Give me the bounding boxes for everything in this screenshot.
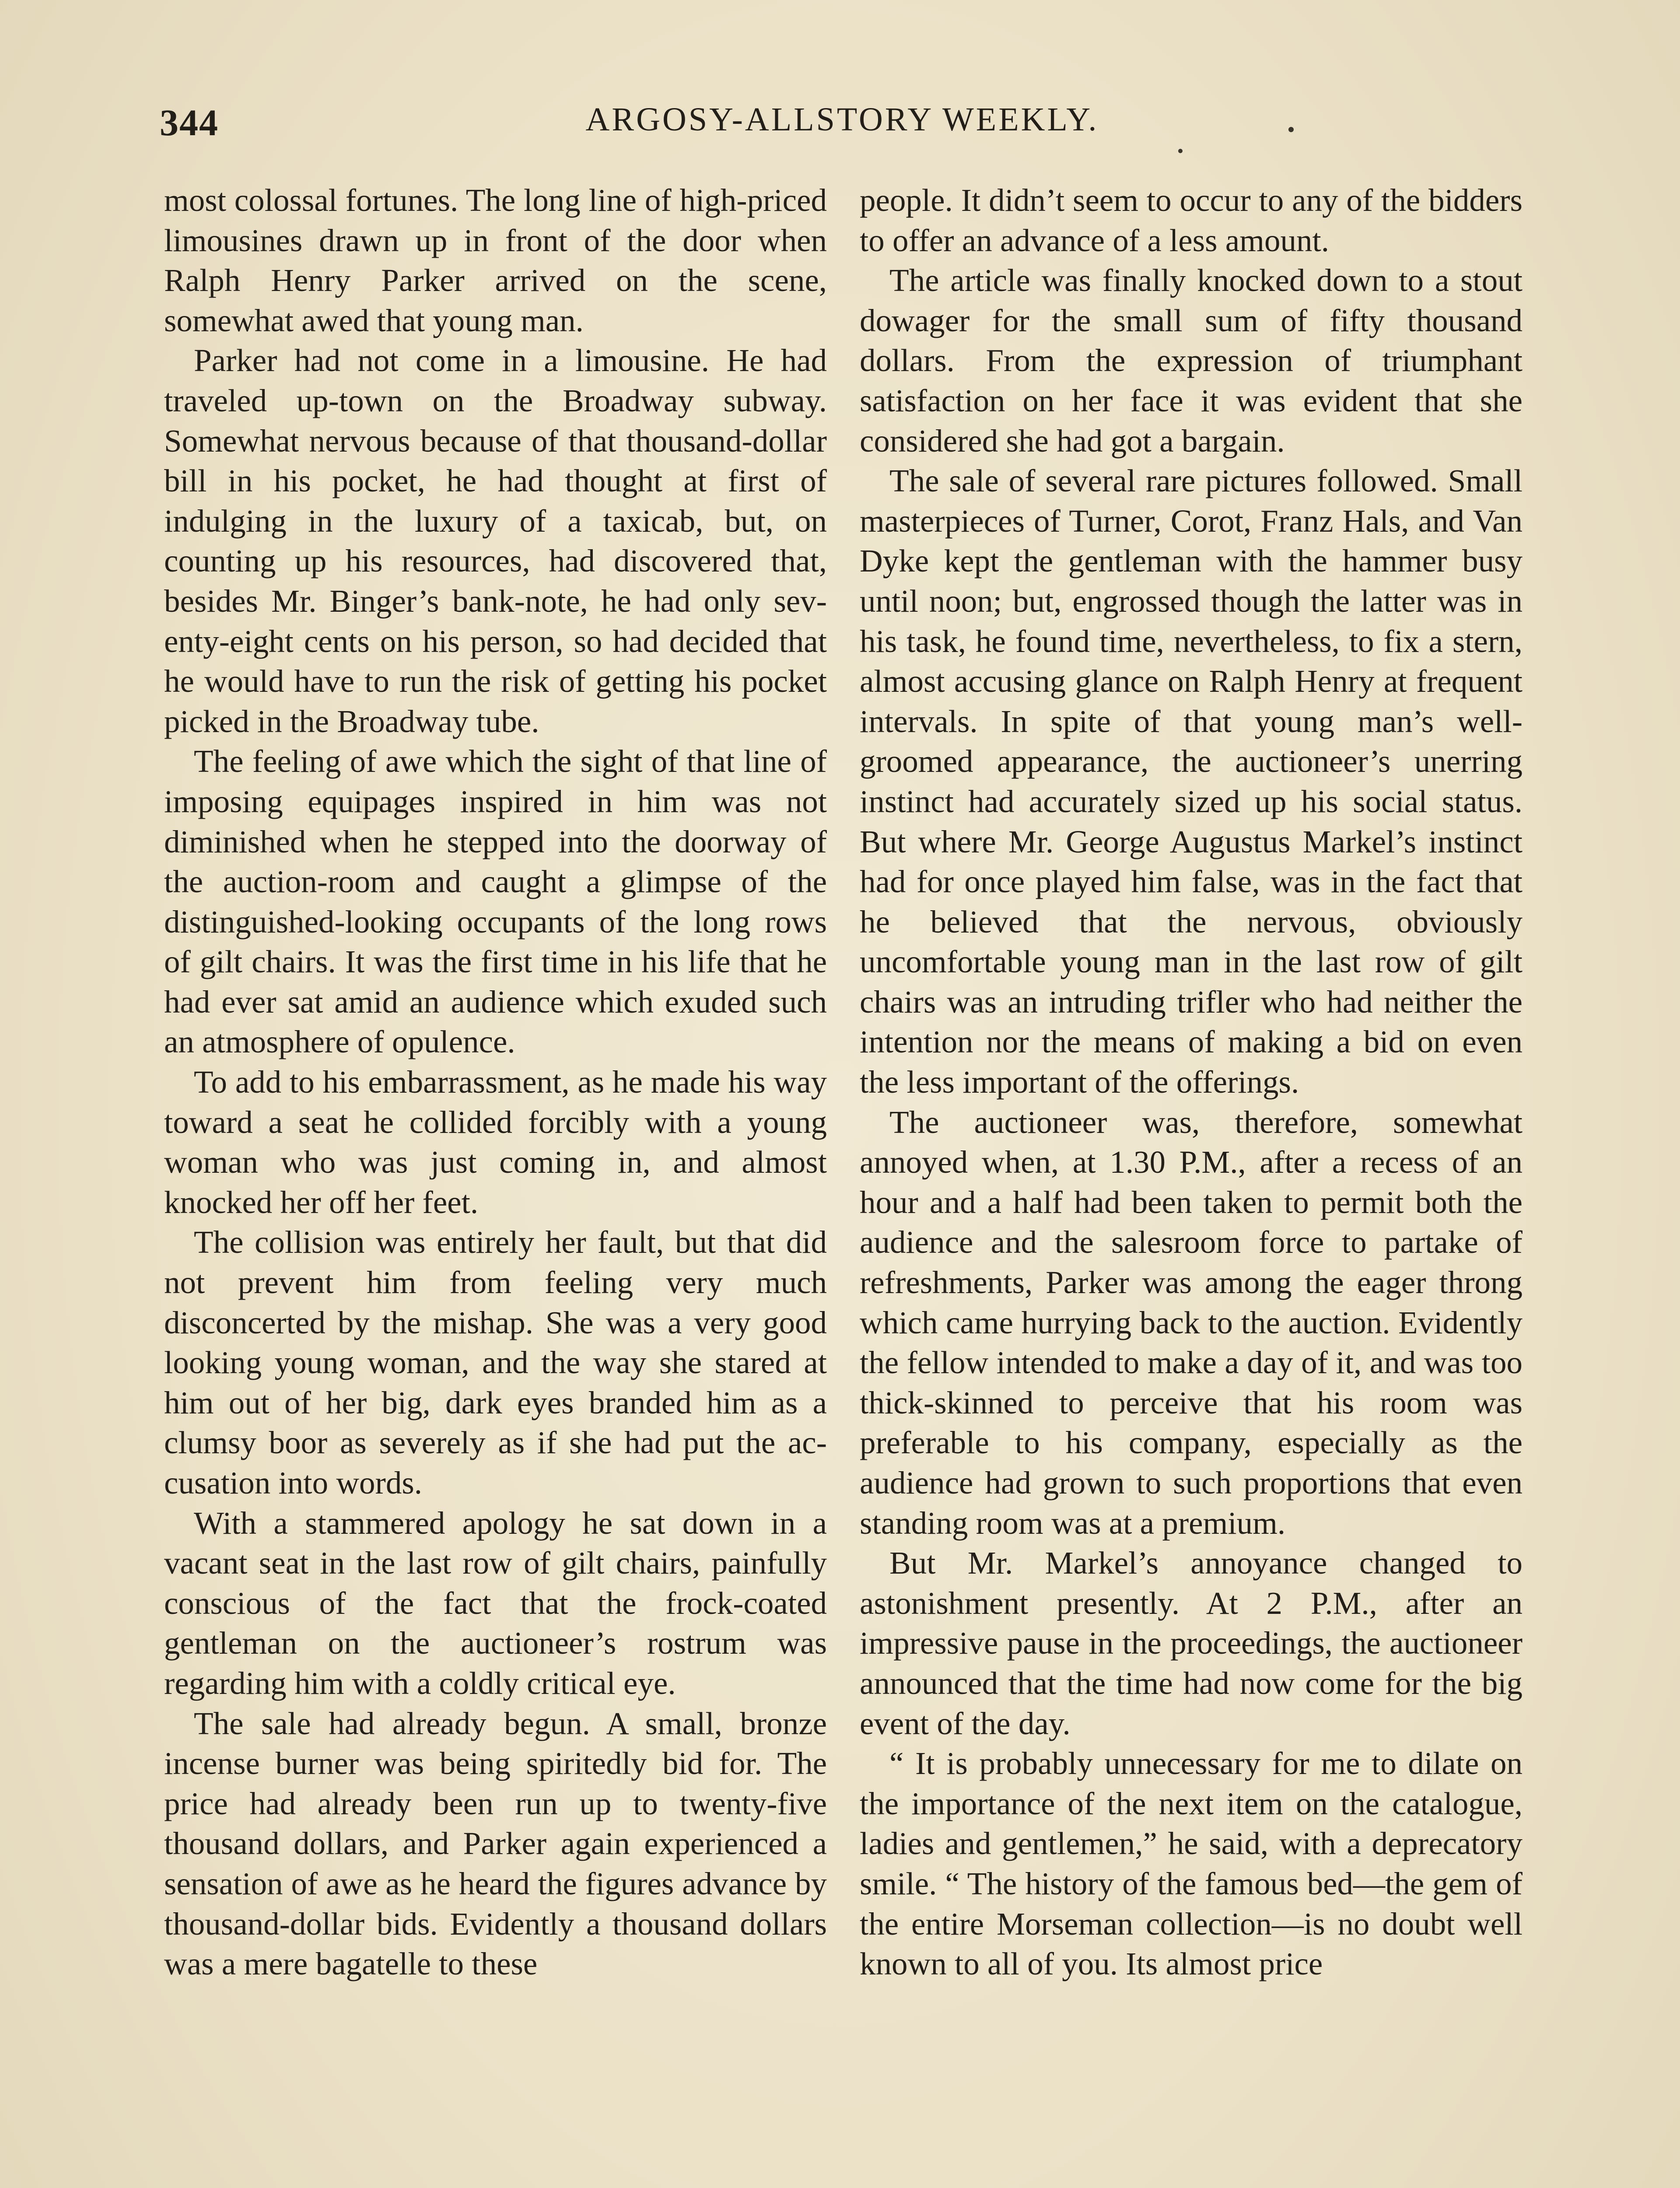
paragraph: people. It didn’t seem to occur to any of the bidders to offer an advance of a less amount. xyxy=(860,182,1522,258)
paragraph: Parker had not come in a limousine. He had traveled up-town on the Broadway subway. Somewhat nervous because of that thousand-dollar bill in his pocket, he had thought at first of indulging in the luxury of a taxicab, but, on counting up his resources, had discovered that, besides Mr. Binger’s bank-note, he had only seventy-eight cents on his person, so had decided that he would have to run the risk of getting his pocket picked in the Broadway tube. xyxy=(164,343,827,739)
text-column-left xyxy=(164,180,827,1984)
ink-speck xyxy=(1178,149,1183,153)
paragraph: The collision was entirely her fault, but that did not prevent him from feeling very much disconcerted by the mishap. She was a very good looking young woman, and the way she stared at him out of her big, dark eyes branded him as a clumsy boor as severely as if she had put the accusation into words. xyxy=(164,1224,827,1501)
ink-speck xyxy=(1288,127,1294,132)
page-number: 344 xyxy=(160,102,219,144)
paragraph: The sale had already begun. A small, bronze incense burner was being spiritedly bid for. The price had already been run up to twenty-five thousand dollars, and Parker again experienced a sensation of awe as he heard the figures advance by thousand-dollar bids. Evidently a thousand dollars was a mere bagatelle to these xyxy=(164,1705,827,1982)
paragraph: To add to his embarrassment, as he made his way toward a seat he collided forcibly with a young woman who was just coming in, and almost knocked her off her feet. xyxy=(164,1064,827,1220)
paragraph: But Mr. Markel’s annoyance changed to astonishment presently. At 2 P.M., after an impressive pause in the proceedings, the auctioneer announced that the time had now come for the big event of the day. xyxy=(860,1545,1522,1741)
page-header xyxy=(160,101,1525,158)
paragraph: The feeling of awe which the sight of that line of imposing equipages inspired in him was not diminished when he stepped into the doorway of the auction-room and caught a glimpse of the distinguished-looking occupants of the long rows of gilt chairs. It was the first time in his life that he had ever sat amid an audience which exuded such an atmosphere of opulence. xyxy=(164,743,827,1060)
paragraph: The auctioneer was, therefore, somewhat annoyed when, at 1.30 P.M., after a recess of an hour and a half had been taken to permit both the audience and the salesroom force to partake of refreshments, Parker was among the eager throng which came hurrying back to the auction. Evidently the fellow intended to make a day of it, and was too thick-skinned to perceive that his room was preferable to his company, especially as the audience had grown to such proportions that even standing room was at a premium. xyxy=(860,1104,1522,1541)
paragraph: “ It is probably unnecessary for me to dilate on the importance of the next item on the catalogue, ladies and gentlemen,” he said, with a deprecatory smile. “ The history of the famous bed—the gem of the entire Morseman collection—is no doubt well known to all of you. Its almost price xyxy=(860,1746,1522,1982)
running-title: ARGOSY-ALLSTORY WEEKLY. xyxy=(585,101,1099,138)
paragraph: With a stammered apology he sat down in a vacant seat in the last row of gilt chairs, painfully conscious of the fact that the frock-coated gentleman on the auctioneer’s rostrum was regarding him with a coldly critical eye. xyxy=(164,1505,827,1701)
text-column-right xyxy=(860,180,1522,1984)
paragraph: The sale of several rare pictures followed. Small masterpieces of Turner, Corot, Franz Hals, and Van Dyke kept the gentleman with the hammer busy until noon; but, engrossed though the latter was in his task, he found time, nevertheless, to fix a stern, almost accusing glance on Ralph Henry at frequent intervals. In spite of that young man’s well-groomed appearance, the auctioneer’s unerring instinct had accurately sized up his social status. But where Mr. George Augustus Markel’s instinct had for once played him false, was in the fact that he believed that the nervous, obviously uncomfortable young man in the last row of gilt chairs was an intruding trifler who had neither the intention nor the means of making a bid on even the less important of the offerings. xyxy=(860,463,1522,1100)
paragraph: The article was finally knocked down to a stout dowager for the small sum of fifty thousand dollars. From the expression of triumphant satisfaction on her face it was evident that she considered she had got a bargain. xyxy=(860,263,1522,459)
paragraph: most colossal fortunes. The long line of high-priced limousines drawn up in front of the door when Ralph Henry Parker arrived on the scene, somewhat awed that young man. xyxy=(164,182,827,338)
